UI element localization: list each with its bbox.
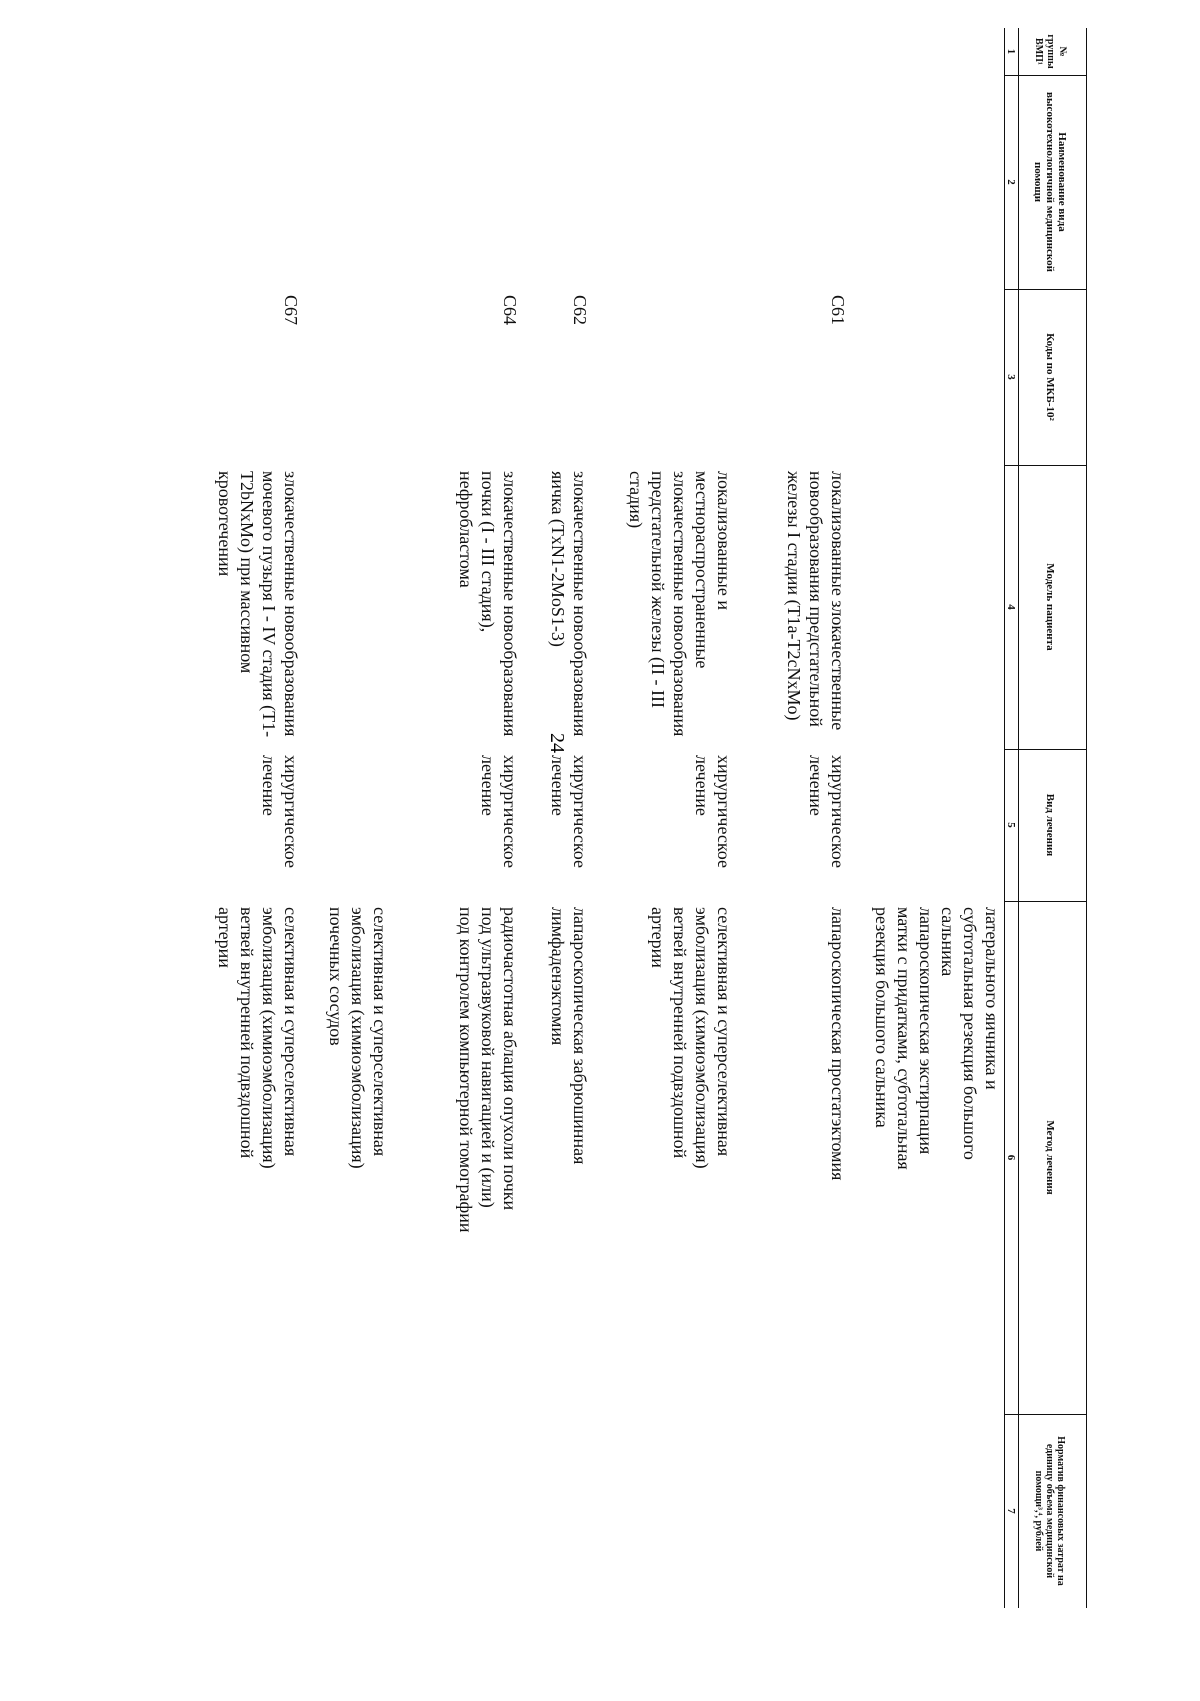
column-number-1: 1 <box>1005 48 1018 55</box>
treatment-kind-cell: хирургическое лечение <box>548 755 590 868</box>
column-number-7: 7 <box>1005 1508 1018 1514</box>
column-number-2: 2 <box>1005 179 1018 185</box>
column-number-6: 6 <box>1005 1154 1018 1161</box>
method-cell: лапароскопическая экстирпация матки с придатками, субтотальная резекция большого сальника <box>872 907 936 1170</box>
icd-code-cell: С61 <box>828 295 848 326</box>
patient-model-cell: локализованные злокачественные новообразования предстательной железы I стадии (T1a-T2cNxMo) <box>784 471 848 731</box>
column-divider <box>1005 75 1087 76</box>
method-cell: селективная и суперселективная эмболизация (химиоэмболизация) почечных сосудов <box>326 907 390 1169</box>
column-divider <box>1005 901 1087 902</box>
column-number-5: 5 <box>1005 822 1018 828</box>
treatment-kind-cell: хирургическое лечение <box>692 755 734 868</box>
treatment-kind-cell: хирургическое лечение <box>478 755 520 868</box>
column-divider <box>1005 749 1087 750</box>
column-header-7: Норматив финансовых затрат на единицу объема медицинской помощи³,⁴, рублей <box>1033 1436 1067 1586</box>
column-header-5: Вид лечения <box>1044 793 1056 857</box>
column-number-4: 4 <box>1005 604 1018 610</box>
icd-code-cell: С67 <box>281 295 301 326</box>
column-header-2: Наименование вида высокотехнологичной медицинской помощи <box>1032 92 1068 272</box>
column-number-3: 3 <box>1005 374 1018 380</box>
icd-code-cell: С62 <box>570 295 590 326</box>
table-top-rule <box>1086 28 1087 1608</box>
patient-model-cell: злокачественные новообразования мочевого пузыря I - IV стадия (T1-T2bNxMo) при массивном кровотечении <box>215 471 301 738</box>
method-cell: лапароскопическая простатэктомия <box>828 907 848 1181</box>
icd-code-cell: С64 <box>500 295 520 326</box>
column-divider <box>1005 465 1087 466</box>
method-cell: селективная и суперселективная эмболизация (химиоэмболизация) ветвей внутренней подвздошной артерии <box>215 907 301 1169</box>
treatment-kind-cell: хирургическое лечение <box>806 755 848 868</box>
method-cell: лапароскопическая забрюшинная лимфаденэктомия <box>548 907 590 1165</box>
patient-model-cell: локализованные и местнораспространенные злокачественные новообразования предстательной железы (II - III стадия) <box>626 471 734 737</box>
patient-model-cell: злокачественные новообразования почки (I - III стадия), нефробластома <box>456 471 520 737</box>
treatment-kind-cell: хирургическое лечение <box>259 755 301 868</box>
column-header-1: № группы ВМП¹ <box>1033 34 1068 69</box>
column-divider <box>1005 289 1087 290</box>
column-header-4: Модель пациента <box>1044 563 1056 651</box>
method-cell: радиочастотная аблация опухоли почки под ультразвуковой навигацией и (или) под контролем компьютерной томографии <box>456 907 520 1233</box>
patient-model-cell: злокачественные новообразования яичка (TxN1-2MoS1-3) <box>548 471 590 737</box>
column-header-3: Коды по МКБ-10² <box>1044 333 1056 421</box>
method-cell: селективная и суперселективная эмболизация (химиоэмболизация) ветвей внутренней подвздошной артерии <box>648 907 734 1169</box>
column-divider <box>1005 1414 1087 1415</box>
page-number: 24 <box>546 733 568 753</box>
rotated-table <box>162 28 1087 1608</box>
method-cell: латерального яичника и субтотальная резекция большого сальника <box>938 907 1002 1160</box>
column-header-6: Метод лечения <box>1044 1120 1056 1195</box>
